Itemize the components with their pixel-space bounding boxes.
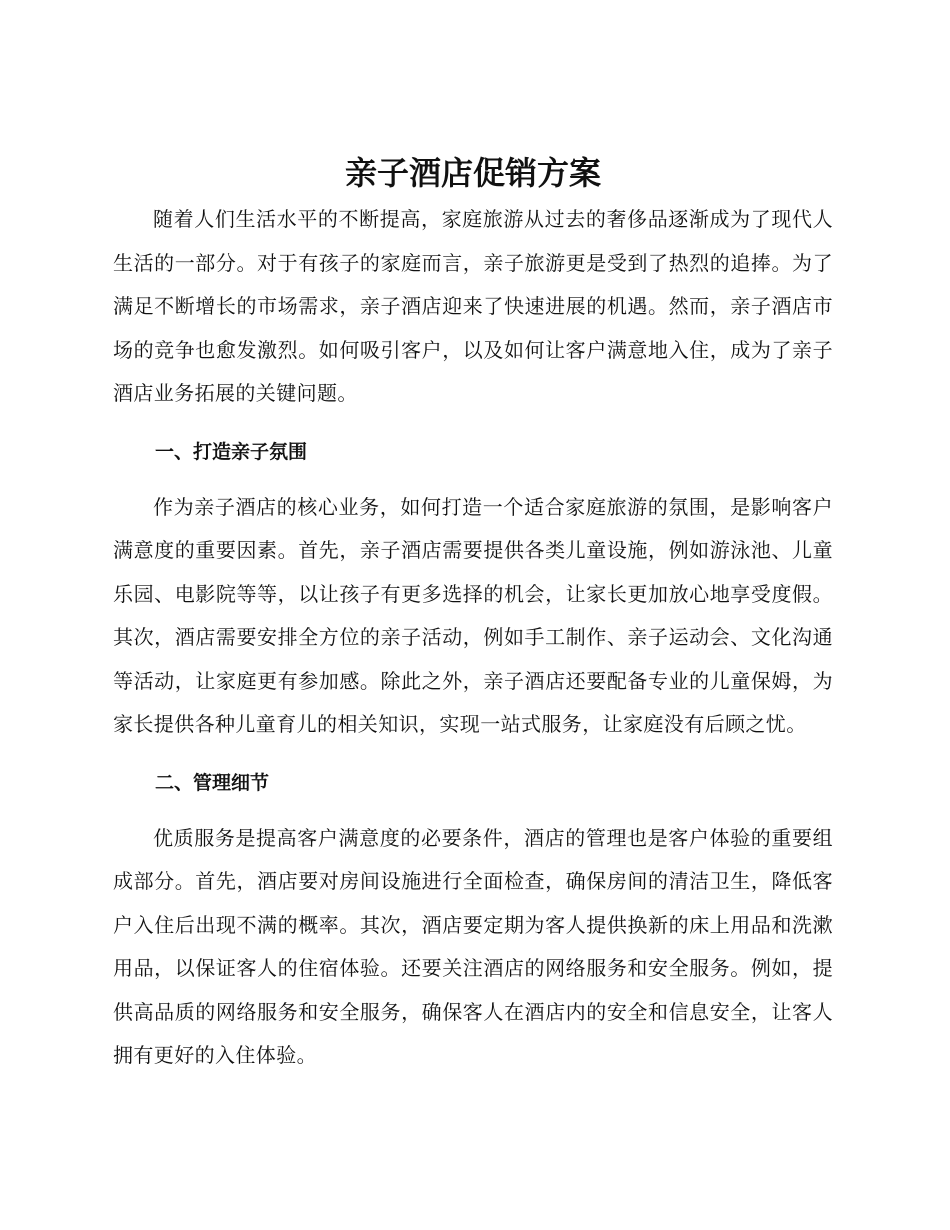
document-body: [113, 148, 833, 1078]
spacer: [113, 416, 833, 434]
spacer: [113, 470, 833, 486]
section-paragraph-atmosphere: 作为亲子酒店的核心业务，如何打造一个适合家庭旅游的氛围，是影响客户满意度的重要因素。首先，亲子酒店需要提供各类儿童设施，例如游泳池、儿童乐园、电影院等等，以让孩子有更多选择的机会，让家长更加放心地享受度假。其次，酒店需要安排全方位的亲子活动，例如手工制作、亲子运动会、文化沟通等活动，让家庭更有参加感。除此之外，亲子酒店还要配备专业的儿童保姆，为家长提供各种儿童育儿的相关知识，实现一站式服务，让家庭没有后顾之忧。: [113, 494, 833, 736]
intro-paragraph: 随着人们生活水平的不断提高，家庭旅游从过去的奢侈品逐渐成为了现代人生活的一部分。对于有孩子的家庭而言，亲子旅游更是受到了热烈的追捧。为了满足不断增长的市场需求，亲子酒店迎来了快速进展的机遇。然而，亲子酒店市场的竞争也愈发激烈。如何吸引客户，以及如何让客户满意地入住，成为了亲子酒店业务拓展的关键问题。: [113, 207, 833, 405]
document-title: 亲子酒店促销方案: [344, 154, 601, 192]
section-heading-atmosphere: 一、打造亲子氛围: [155, 440, 308, 463]
section-heading-management: 二、管理细节: [155, 771, 270, 794]
spacer: [113, 747, 833, 765]
section-paragraph-management: 优质服务是提高客户满意度的必要条件，酒店的管理也是客户体验的重要组成部分。首先，酒店要对房间设施进行全面检查，确保房间的清洁卫生，降低客户入住后出现不满的概率。其次，酒店要定期为客人提供换新的床上用品和洗漱用品，以保证客人的住宿体验。还要关注酒店的网络服务和安全服务。例如，提供高品质的网络服务和安全服务，确保客人在酒店内的安全和信息安全，让客人拥有更好的入住体验。: [113, 825, 833, 1067]
spacer: [113, 801, 833, 817]
